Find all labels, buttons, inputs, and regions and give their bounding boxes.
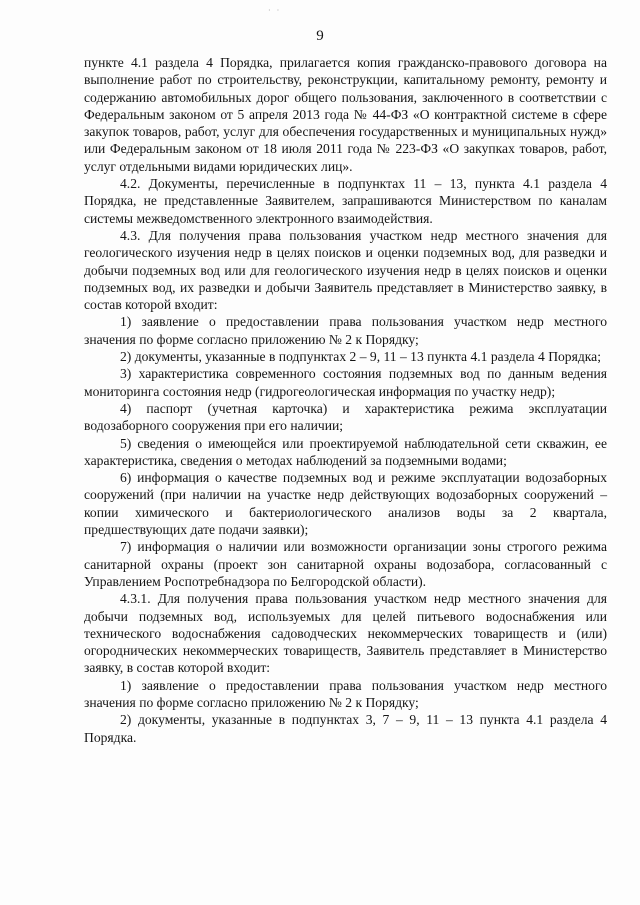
list-item-4-3-1-1: 1) заявление о предоставлении права пользования участком недр местного значения по форме согласно приложению № 2 к Порядку; xyxy=(84,677,607,710)
list-item-4-3-1: 1) заявление о предоставлении права пользования участком недр местного значения по форме согласно приложению № 2 к Порядку; xyxy=(84,314,607,347)
paragraph-4-2: 4.2. Документы, перечисленные в подпунктах 11 – 13, пункта 4.1 раздела 4 Порядка, не представленные Заявителем, запрашиваются Министерством по каналам системы межведомственного электронного взаимодействия. xyxy=(84,176,607,226)
list-item-4-3-2: 2) документы, указанные в подпунктах 2 – 9, 11 – 13 пункта 4.1 раздела 4 Порядка; xyxy=(120,349,601,365)
list-item-4-3-1-2: 2) документы, указанные в подпунктах 3, 7 – 9, 11 – 13 пункта 4.1 раздела 4 Порядка. xyxy=(84,712,607,745)
paragraph-4-3: 4.3. Для получения права пользования участком недр местного значения для геологического изучения недр в целях поисков и оценки подземных вод, для разведки и добычи подземных вод или для геологического изучения недр в целях поисков и оценки подземных вод, их разведки и добычи Заявитель представляет в Министерство заявку, в состав которой входит: xyxy=(84,227,607,313)
page-number: 9 xyxy=(316,28,324,44)
list-item-4-3-3: 3) характеристика современного состояния подземных вод по данным ведения мониторинга состояния недр (гидрогеологическая информация по участку недр); xyxy=(84,366,607,399)
paragraph-4-3-1: 4.3.1. Для получения права пользования участком недр местного значения для добычи подземных вод, используемых для целей питьевого водоснабжения или технического водоснабжения садоводческих некоммерческих товариществ и (или) огороднических некоммерческих товариществ, Заявитель представляет в Министерство заявку, в состав которой входит: xyxy=(84,591,607,676)
list-item-4-3-5: 5) сведения о имеющейся или проектируемой наблюдательной сети скважин, ее характеристика, сведения о методах наблюдений за подземными водами; xyxy=(84,435,607,468)
paragraph-continuation: пункте 4.1 раздела 4 Порядка, прилагается копия гражданско-правового договора на выполнение работ по строительству, реконструкции, капитальному ремонту, ремонту и содержанию автомобильных дорог общего пользования, заключенного в соответствии с Федеральным законом от 5 апреля 2013 года № 44-ФЗ «О контрактной системе в сфере закупок товаров, работ, услуг для обеспечения государственных и муниципальных нужд» или Федеральным законом от 18 июля 2011 года № 223-ФЗ «О закупках товаров, работ, услуг отдельными видами юридических лиц». xyxy=(84,55,607,174)
scan-artifact: · · xyxy=(268,6,282,15)
list-item-4-3-4: 4) паспорт (учетная карточка) и характеристика режима эксплуатации водозаборного сооружения при его наличии; xyxy=(84,400,607,434)
list-item-4-3-6: 6) информация о качестве подземных вод и режиме эксплуатации водозаборных сооружений (при наличии на участке недр действующих водозаборных сооружений – копии химического и бактериологического анализов воды за 2 квартала, предшествующих дате подачи заявки); xyxy=(84,470,607,538)
list-item-4-3-7: 7) информация о наличии или возможности организации зоны строгого режима санитарной охраны (проект зон санитарной охраны водозабора, согласованный с Управлением Роспотребнадзора по Белгородской области). xyxy=(84,539,607,589)
document-body xyxy=(84,54,607,746)
